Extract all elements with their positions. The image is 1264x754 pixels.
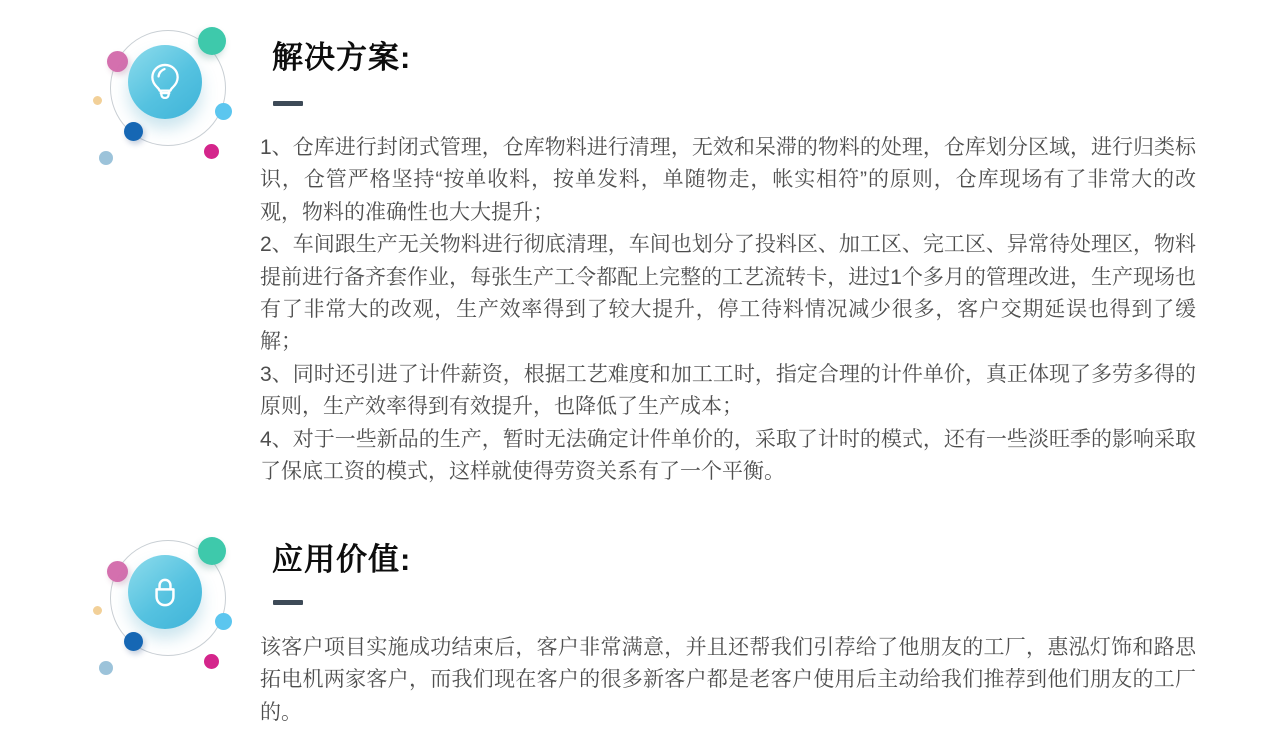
lock-icon: [142, 569, 188, 615]
decorative-dot-skyblue: [215, 613, 232, 630]
decorative-dot-teal: [198, 27, 226, 55]
solution-title-underline: [273, 101, 303, 106]
lightbulb-icon: [142, 59, 188, 105]
solution-icon-circle: [128, 45, 202, 119]
decorative-dot-pink: [107, 561, 128, 582]
value-paragraphs: [260, 632, 1196, 729]
decorative-dot-pink: [107, 51, 128, 72]
solution-paragraph-2: 2、车间跟生产无关物料进行彻底清理，车间也划分了投料区、加工区、完工区、异常待处理区，物料提前进行备齐套作业，每张生产工令都配上完整的工艺流转卡，进过1个多月的管理改进，生产现场也有了非常大的改观，生产效率得到了较大提升，停工待料情况减少很多，客户交期延误也得到了缓解；: [260, 233, 1196, 354]
decorative-dot-paleblue: [99, 151, 113, 165]
solution-icon-badge: [88, 20, 238, 170]
value-title-underline: [273, 600, 303, 605]
solution-section-title: 解决方案:: [272, 40, 412, 75]
solution-paragraph-4: 4、对于一些新品的生产，暂时无法确定计件单价的，采取了计时的模式，还有一些淡旺季的影响采取了保底工资的模式，这样就使得劳资关系有了一个平衡。: [260, 427, 1196, 484]
decorative-dot-magenta: [204, 654, 219, 669]
decorative-dot-magenta: [204, 144, 219, 159]
decorative-dot-teal: [198, 537, 226, 565]
decorative-dot-paleblue: [99, 661, 113, 675]
decorative-dot-cream: [93, 96, 102, 105]
decorative-dot-skyblue: [215, 103, 232, 120]
solution-paragraph-1: 1、仓库进行封闭式管理，仓库物料进行清理，无效和呆滞的物料的处理，仓库划分区域，进行归类标识，仓管严格坚持“按单收料，按单发料，单随物走，帐实相符”的原则，仓库现场有了非常大的改观，物料的准确性也大大提升；: [260, 136, 1196, 224]
decorative-dot-darkblue: [124, 122, 143, 141]
solution-paragraph-3: 3、同时还引进了计件薪资，根据工艺难度和加工工时，指定合理的计件单价，真正体现了多劳多得的原则，生产效率得到有效提升，也降低了生产成本；: [260, 362, 1196, 419]
value-section-title: 应用价值:: [272, 542, 412, 577]
value-paragraph-1: 该客户项目实施成功结束后，客户非常满意，并且还帮我们引荐给了他朋友的工厂，惠泓灯饰和路思拓电机两家客户，而我们现在客户的很多新客户都是老客户使用后主动给我们推荐到他们朋友的工厂的。: [260, 636, 1196, 724]
solution-paragraphs: [260, 132, 1196, 488]
value-icon-circle: [128, 555, 202, 629]
value-icon-badge: [88, 530, 238, 680]
decorative-dot-darkblue: [124, 632, 143, 651]
decorative-dot-cream: [93, 606, 102, 615]
